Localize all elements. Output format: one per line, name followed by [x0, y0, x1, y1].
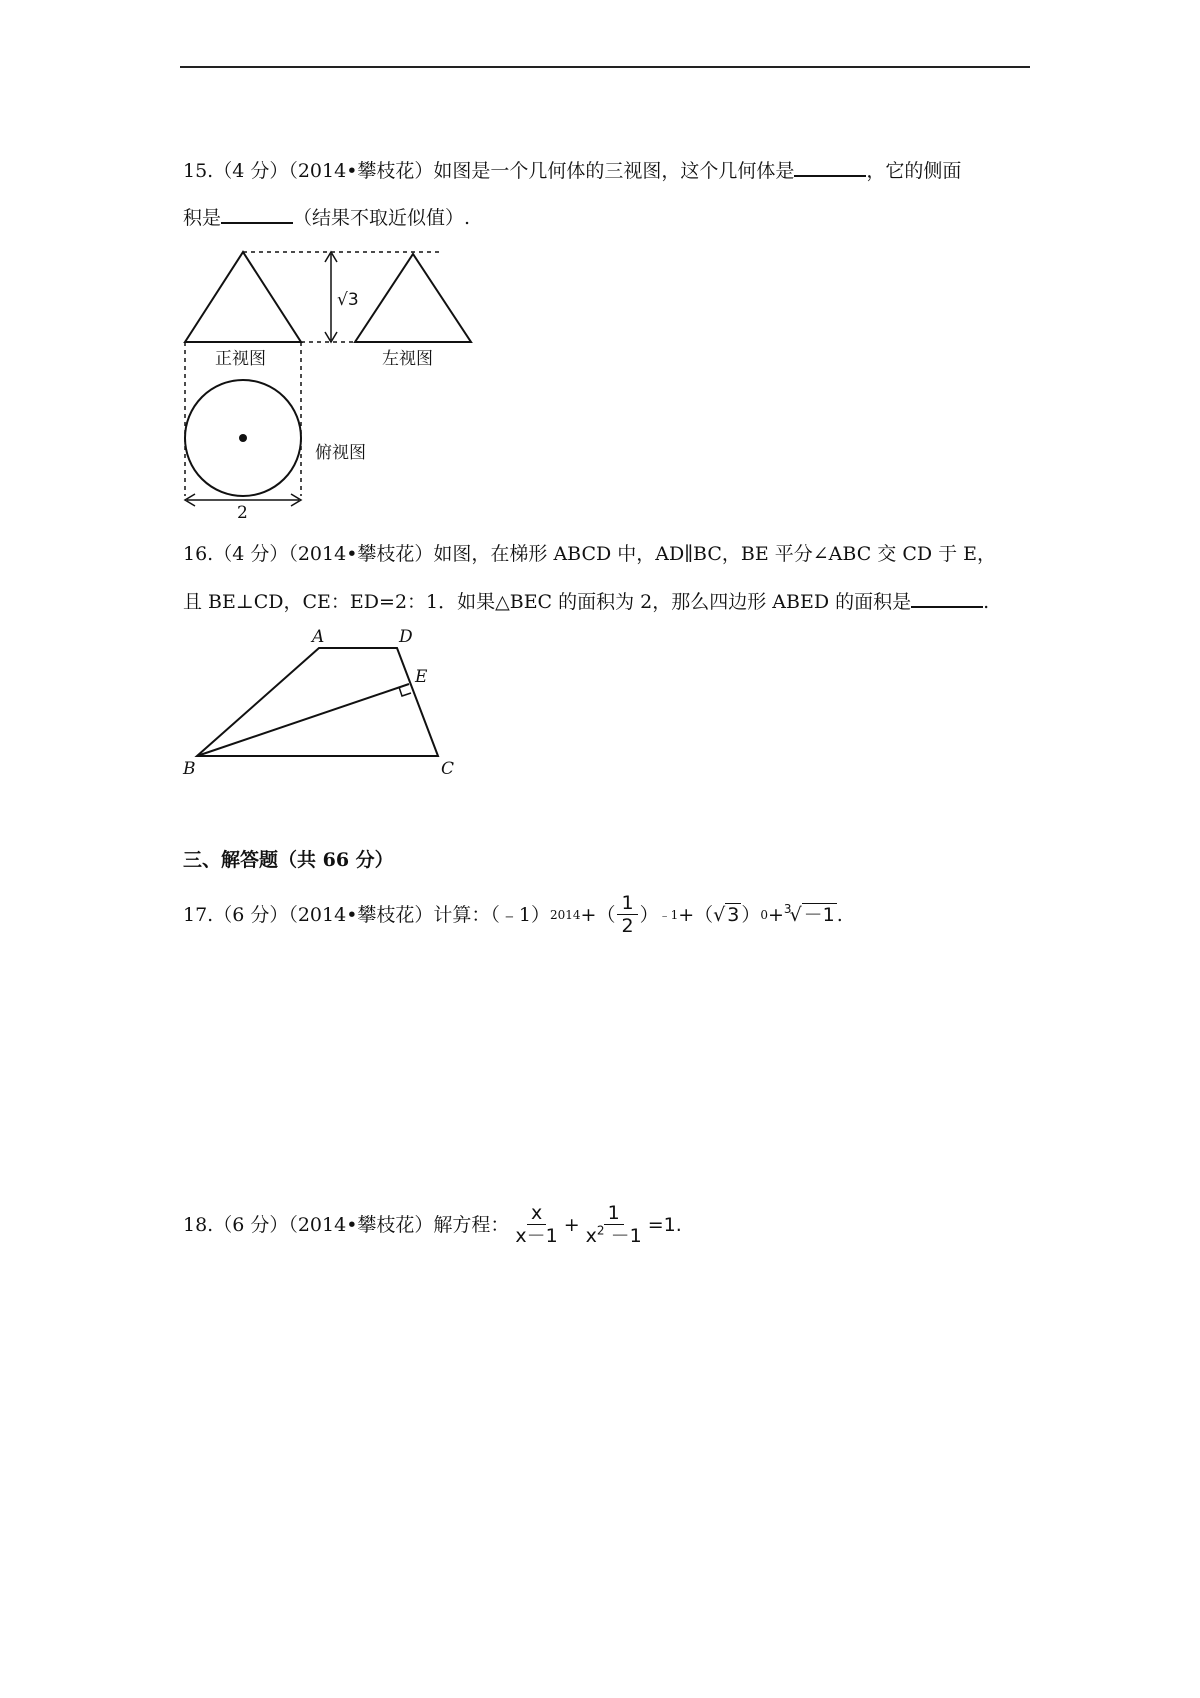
height-label: √3 [337, 290, 359, 310]
q17-frac-den: 2 [621, 915, 634, 937]
q15-blank-2 [221, 204, 293, 224]
label-e: E [415, 667, 428, 687]
q17-plus-3: + [768, 903, 784, 926]
q17-cube-radicand: －1 [803, 903, 835, 926]
q17-end: . [836, 903, 843, 926]
q17-close-1: ） [639, 903, 659, 926]
q16-blank [911, 588, 983, 608]
q18-fraction-1 [511, 1202, 561, 1247]
q18-fraction-2 [582, 1202, 646, 1247]
q17-sqrt3-radicand: 3 [727, 903, 740, 926]
q16-trapezoid-figure [175, 628, 475, 778]
q17-plus-1: +（ [580, 903, 616, 926]
left-view-triangle [355, 254, 471, 342]
top-view-center-dot [239, 434, 247, 442]
width-label: 2 [237, 503, 248, 518]
q16-line2 [183, 588, 989, 615]
label-d: D [399, 628, 413, 647]
q17-close-2: ） [741, 903, 761, 926]
q16-text-2: 且 BE⊥CD，CE：ED=2：1．如果△BEC 的面积为 2，那么四边形 ABED 的面积是 [183, 591, 912, 613]
header-rule [180, 66, 1030, 68]
segment-be [197, 684, 409, 756]
q18-frac2-den-exp: 2 [596, 1223, 605, 1238]
q18-frac2-den [582, 1225, 646, 1247]
q15-text: 15.（4 分）（2014•攀枝花）如图是一个几何体的三视图，这个几何体是 [183, 160, 795, 182]
q16-text-2-end: . [983, 591, 990, 613]
front-view-triangle [185, 252, 301, 342]
q18-plus: + [563, 1213, 580, 1236]
q18-frac2-den-base: x [585, 1225, 597, 1247]
q16-text: 16.（4 分）（2014•攀枝花）如图，在梯形 ABCD 中，AD∥BC，BE 平分∠ABC 交 CD 于 E， [183, 543, 997, 565]
q17-frac-num: 1 [617, 892, 637, 915]
q18-line [183, 1202, 682, 1247]
label-c: C [441, 759, 455, 778]
q16-line1 [183, 541, 996, 567]
q15-text-2-tail: （结果不取近似值）. [293, 207, 471, 229]
q18-frac2-num: 1 [604, 1202, 624, 1225]
q18-prefix: 18.（6 分）（2014•攀枝花）解方程： [183, 1213, 510, 1236]
q15-blank-1 [794, 157, 866, 177]
q15-three-view-figure [175, 246, 495, 518]
q17-fraction-half [617, 892, 637, 937]
q17-prefix: 17.（6 分）（2014•攀枝花）计算：（﹣1） [183, 903, 550, 926]
front-view-label: 正视图 [215, 349, 266, 369]
q15-text-2: 积是 [183, 207, 222, 229]
q15-line2 [183, 204, 470, 231]
q15-line1 [183, 157, 961, 184]
q18-rhs: =1. [647, 1213, 682, 1236]
left-view-label: 左视图 [382, 349, 433, 369]
label-a: A [312, 628, 325, 647]
q17-cube-root: $^3$√ －1 [783, 901, 835, 926]
q18-frac2-den-tail: －1 [604, 1225, 642, 1247]
label-b: B [183, 759, 196, 778]
q15-text-tail: ，它的侧面 [866, 160, 962, 182]
right-angle-mark [399, 687, 411, 696]
q18-frac1-den: x－1 [515, 1225, 558, 1247]
section3-title: 三、解答题（共 66 分） [183, 849, 394, 871]
q17-root-index: 3 [783, 901, 792, 916]
q17-line: 17.（6 分）（2014•攀枝花）计算：（﹣1） 2014 +（ $\frac{1}{2}$ ） ﹣1 +（ √ 3 ） 0 + $^3$√ －1 . [183, 892, 843, 937]
q17-sqrt3: √ 3 [713, 903, 740, 926]
top-view-label: 俯视图 [315, 443, 366, 463]
q17-plus-2: +（ [678, 903, 714, 926]
trapezoid-abcd [197, 648, 438, 756]
q18-frac1-num: x [527, 1202, 546, 1225]
